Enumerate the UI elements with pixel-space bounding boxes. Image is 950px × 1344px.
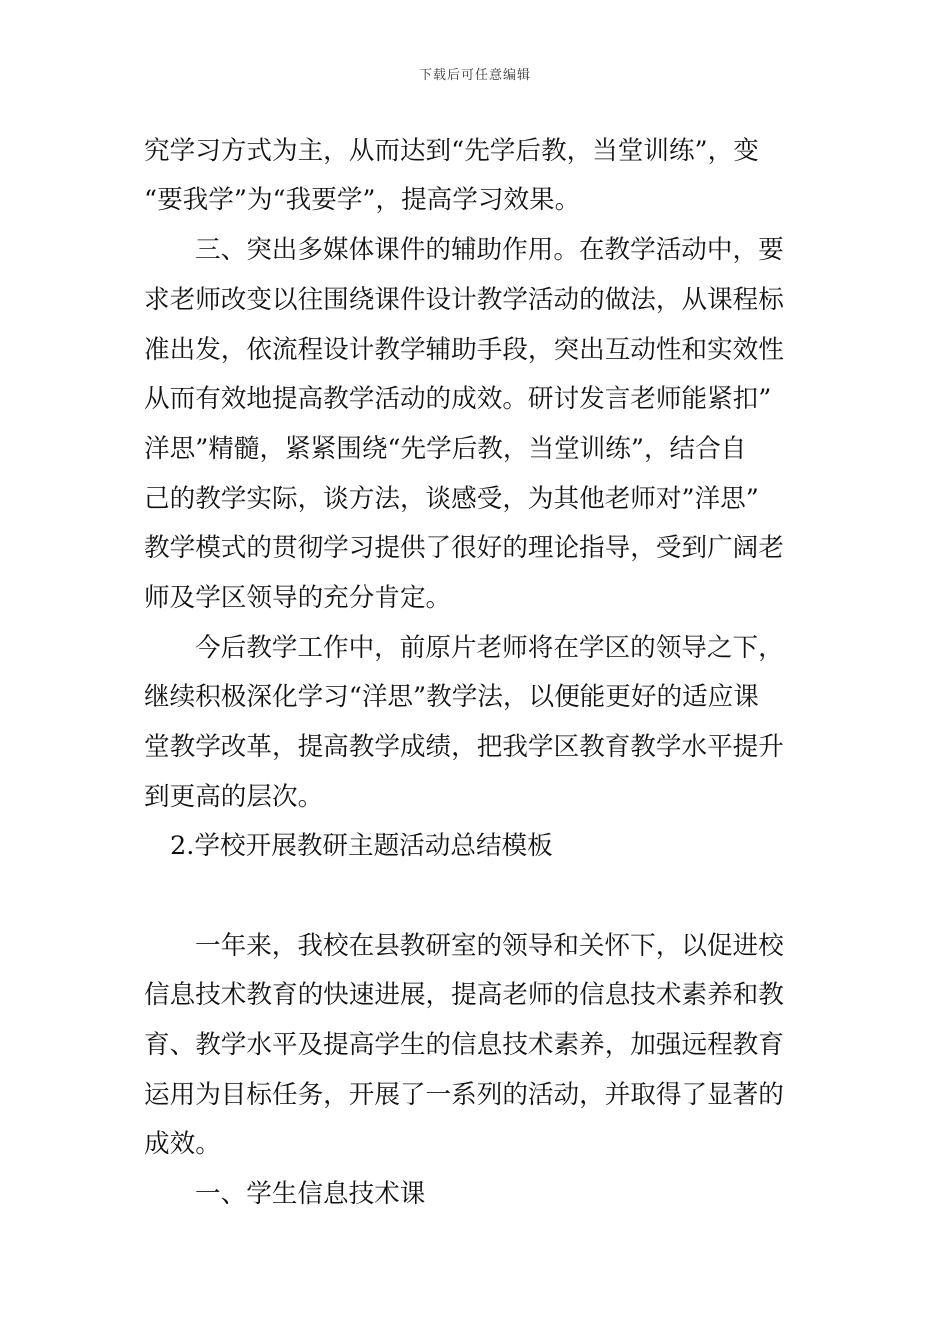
paragraph-start: 今后教学工作中，前原片老师将在学区的领导之下，	[195, 633, 784, 663]
text-line: 教学模式的贯彻学习提供了很好的理论指导，受到广阔老	[144, 533, 784, 563]
text-line: 育、教学水平及提高学生的信息技术素养，加强远程教育	[144, 1030, 784, 1060]
page-header: 下载后可任意编辑	[418, 68, 531, 83]
paragraph-start: 一年来，我校在县教研室的领导和关怀下，以促进校	[195, 931, 784, 961]
text-line: 成效。	[144, 1129, 221, 1159]
text-line: 到更高的层次。	[144, 782, 324, 812]
text-line: 运用为目标任务，开展了一系列的活动，并取得了显著的	[144, 1080, 784, 1110]
text-line: 堂教学改革，提高教学成绩，把我学区教育教学水平提升	[144, 732, 784, 762]
subsection-heading: 一、学生信息技术课	[195, 1179, 426, 1209]
text-line: 准出发，依流程设计教学辅助手段，突出互动性和实效性	[144, 335, 784, 365]
text-line: 求老师改变以往围绕课件设计教学活动的做法，从课程标	[144, 285, 784, 315]
text-line: 己的教学实际，谈方法，谈感受，为其他老师对”洋思”	[144, 484, 759, 514]
paragraph-start: 三、突出多媒体课件的辅助作用。在教学活动中，要	[195, 235, 784, 265]
text-line: 究学习方式为主，从而达到“先学后教，当堂训练”，变	[144, 136, 759, 166]
text-line: 继续积极深化学习“洋思”教学法，以便能更好的适应课	[144, 682, 759, 712]
text-line: 洋思”精髓，紧紧围绕“先学后教，当堂训练”，结合自	[144, 434, 747, 464]
text-line: 信息技术教育的快速进展，提高老师的信息技术素养和教	[144, 980, 784, 1010]
text-line: “要我学”为“我要学”，提高学习效果。	[144, 185, 581, 215]
section-heading: 2.学校开展教研主题活动总结模板	[170, 831, 553, 861]
text-line: 从而有效地提高教学活动的成效。研讨发言老师能紧扣”	[144, 384, 772, 414]
text-line: 师及学区领导的充分肯定。	[144, 583, 452, 613]
